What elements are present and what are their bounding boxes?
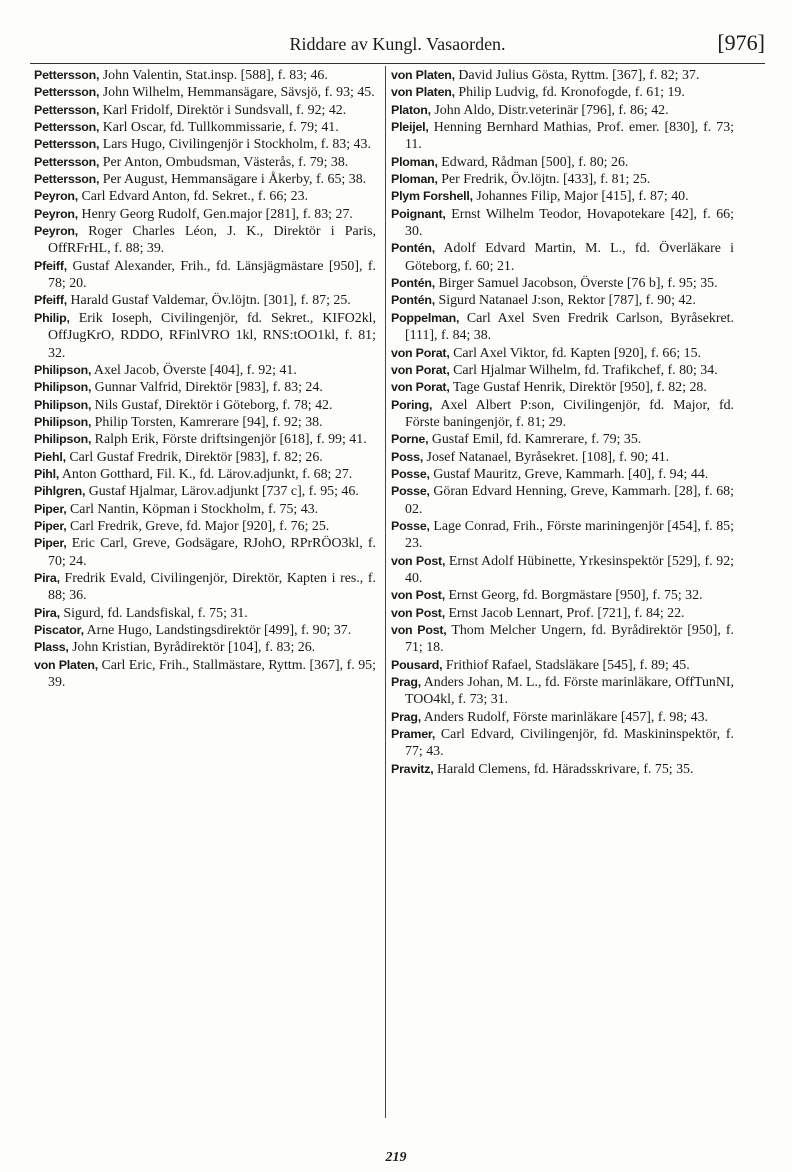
entry-surname: Pramer, xyxy=(391,727,436,742)
entry-surname: von Platen, xyxy=(34,657,98,672)
entry-surname: Prag, xyxy=(391,675,421,690)
list-item xyxy=(34,67,376,84)
list-item xyxy=(391,171,734,188)
entry-surname: Pfeiff, xyxy=(34,258,68,273)
page-title: Riddare av Kungl. Vasaorden. xyxy=(289,34,506,54)
entry-details: Ernst Adolf Hübinette, Yrkesinspektör [529], f. 92; 40. xyxy=(405,553,734,586)
entry-details: Ernst Jacob Lennart, Prof. [721], f. 84; 22. xyxy=(444,605,685,621)
entry-surname: Pettersson, xyxy=(34,68,100,82)
entry-surname: Peyron, xyxy=(34,224,79,239)
list-item xyxy=(391,102,734,119)
entry-details: Erik Ioseph, Civilingenjör, fd. Sekret., KIFO2kl, OffJugKrO, RDDO, RFinlVRO 1kl, RNS:tOO1kl, f. 81; 32. xyxy=(48,310,376,361)
list-item xyxy=(391,483,734,518)
entry-surname: Piper, xyxy=(34,518,67,533)
list-item xyxy=(34,639,376,656)
entry-surname: Pettersson, xyxy=(34,102,100,117)
entry-surname: von Porat, xyxy=(391,362,450,377)
list-item xyxy=(34,84,376,101)
entry-details: Carl Hjalmar Wilhelm, fd. Trafikchef, f. 80; 34. xyxy=(449,362,718,378)
entry-details: Gustaf Alexander, Frih., fd. Länsjägmästare [950], f. 78; 20. xyxy=(48,258,376,292)
list-item xyxy=(391,761,734,778)
list-item xyxy=(34,397,376,414)
entry-details: Carl Axel Sven Fredrik Carlson, Byråsekret. [111], f. 84; 38. xyxy=(405,310,734,344)
list-item xyxy=(34,449,376,466)
entry-surname: Posse, xyxy=(391,466,430,481)
entry-surname: von Porat, xyxy=(391,345,450,360)
entry-details: Per August, Hemmansägare i Åkerby, f. 65; 38. xyxy=(99,172,367,188)
entry-surname: Pira, xyxy=(34,570,60,585)
entry-surname: Piper, xyxy=(34,501,67,516)
entry-surname: Philipson, xyxy=(34,362,92,377)
entry-details: Henning Bernhard Mathias, Prof. emer. [830], f. 73; 11. xyxy=(405,120,734,153)
list-item xyxy=(34,501,376,518)
entry-surname: Pira, xyxy=(34,605,60,620)
entry-surname: von Post, xyxy=(391,588,445,603)
list-item xyxy=(391,674,734,709)
list-item xyxy=(34,223,376,258)
entry-details: John Valentin, Stat.insp. [588], f. 83; 46. xyxy=(99,68,328,83)
list-item xyxy=(391,206,734,241)
entry-surname: Piper, xyxy=(34,536,67,551)
entry-details: Fredrik Evald, Civilingenjör, Direktör, Kapten i res., f. 88; 36. xyxy=(48,570,376,604)
list-item xyxy=(34,154,376,171)
list-item xyxy=(391,466,734,483)
entry-details: Philip Ludvig, fd. Kronofogde, f. 61; 19. xyxy=(454,85,685,101)
list-item xyxy=(391,154,734,171)
list-item xyxy=(34,136,376,153)
list-item xyxy=(391,622,734,657)
entry-surname: Pettersson, xyxy=(34,85,100,100)
entry-details: Karl Oscar, fd. Tullkommissarie, f. 79; 41. xyxy=(99,120,339,136)
list-item xyxy=(391,362,734,379)
list-item xyxy=(391,431,734,448)
entry-details: John Aldo, Distr.veterinär [796], f. 86; 42. xyxy=(430,102,669,118)
entry-details: Gustaf Hjalmar, Lärov.adjunkt [737 c], f. 95; 46. xyxy=(85,484,359,500)
list-item xyxy=(391,345,734,362)
list-item xyxy=(391,397,734,432)
list-item xyxy=(391,67,734,84)
entry-surname: Poring, xyxy=(391,397,433,412)
entry-details: Göran Edvard Henning, Greve, Kammarh. [28], f. 68; 02. xyxy=(405,484,734,517)
list-item xyxy=(34,102,376,119)
entry-details: Lars Hugo, Civilingenjör i Stockholm, f. 83; 43. xyxy=(99,137,371,153)
entry-details: Gustaf Mauritz, Greve, Kammarh. [40], f. 94; 44. xyxy=(429,466,709,482)
entry-details: Carl Nantin, Köpman i Stockholm, f. 75; 43. xyxy=(66,501,319,517)
list-item xyxy=(34,206,376,223)
entry-surname: Plass, xyxy=(34,640,69,655)
entry-details: Carl Edvard Anton, fd. Sekret., f. 66; 23. xyxy=(78,189,308,205)
list-item xyxy=(34,535,376,570)
entry-surname: Poss, xyxy=(391,449,424,464)
entry-surname: Pettersson, xyxy=(34,154,100,169)
entry-details: Sigurd Natanael J:son, Rektor [787], f. 90; 42. xyxy=(435,293,696,309)
entry-details: Roger Charles Léon, J. K., Direktör i Paris, OffRFrHL, f. 88; 39. xyxy=(48,224,376,257)
right-column xyxy=(391,67,734,778)
entry-surname: Piehl, xyxy=(34,449,66,464)
list-item xyxy=(391,518,734,553)
entry-surname: von Post, xyxy=(391,623,447,637)
entry-details: Ernst Georg, fd. Borgmästare [950], f. 75; 32. xyxy=(444,588,703,604)
list-item xyxy=(391,553,734,588)
entry-details: Anton Gotthard, Fil. K., fd. Lärov.adjunkt, f. 68; 27. xyxy=(59,466,353,482)
entry-details: Arne Hugo, Landstingsdirektör [499], f. 90; 37. xyxy=(83,623,352,638)
entry-surname: Pihlgren, xyxy=(34,484,86,499)
entry-surname: von Platen, xyxy=(391,85,455,100)
entry-details: Axel Jacob, Överste [404], f. 92; 41. xyxy=(91,362,297,378)
list-item xyxy=(34,310,376,362)
entry-details: Anders Rudolf, Förste marinläkare [457], f. 98; 43. xyxy=(421,709,709,725)
entry-details: Ralph Erik, Förste driftsingenjör [618], f. 99; 41. xyxy=(91,432,367,448)
entry-details: Josef Natanael, Byråsekret. [108], f. 90; 41. xyxy=(423,449,670,465)
entry-surname: von Post, xyxy=(391,605,445,620)
list-item xyxy=(34,188,376,205)
entry-surname: Pravitz, xyxy=(391,761,434,776)
list-item xyxy=(391,587,734,604)
list-item xyxy=(34,171,376,188)
entry-surname: Plym Forshell, xyxy=(391,189,473,204)
entry-details: Birger Samuel Jacobson, Överste [76 b], f. 95; 35. xyxy=(435,276,718,292)
entry-details: Carl Axel Viktor, fd. Kapten [920], f. 66; 15. xyxy=(449,345,702,361)
entry-details: Carl Edvard, Civilingenjör, fd. Maskininspektör, f. 77; 43. xyxy=(405,727,734,760)
entry-details: Carl Fredrik, Greve, fd. Major [920], f. 76; 25. xyxy=(66,518,330,534)
entry-details: Thom Melcher Ungern, fd. Byrådirektör [950], f. 71; 18. xyxy=(405,623,734,656)
list-item xyxy=(391,449,734,466)
entry-surname: Ploman, xyxy=(391,154,438,169)
entry-surname: von Platen, xyxy=(391,68,455,82)
entry-details: Anders Johan, M. L., fd. Förste marinläkare, OffTunNI, TOO4kl, f. 73; 31. xyxy=(405,675,734,708)
entry-details: Carl Gustaf Fredrik, Direktör [983], f. 82; 26. xyxy=(65,449,323,465)
list-item xyxy=(34,362,376,379)
entry-details: John Kristian, Byrådirektör [104], f. 83; 26. xyxy=(68,640,316,656)
entry-surname: Peyron, xyxy=(34,189,79,204)
entry-details: Gunnar Valfrid, Direktör [983], f. 83; 24. xyxy=(91,380,323,396)
list-item xyxy=(34,292,376,309)
page-footer-number: 219 xyxy=(385,1150,407,1165)
entry-surname: von Post, xyxy=(391,553,446,568)
entry-surname: Posse, xyxy=(391,518,430,533)
entry-surname: Pontén, xyxy=(391,293,436,308)
list-item xyxy=(391,188,734,205)
entry-details: Eric Carl, Greve, Godsägare, RJohO, RPrRÖO3kl, f. 70; 24. xyxy=(48,536,376,569)
entry-surname: Philipson, xyxy=(34,414,92,429)
entry-details: Harald Gustaf Valdemar, Öv.löjtn. [301], f. 87; 25. xyxy=(67,293,351,309)
entry-surname: Philip, xyxy=(34,310,70,325)
entry-surname: Porne, xyxy=(391,432,429,447)
list-item xyxy=(391,240,734,275)
entry-details: Carl Eric, Frih., Stallmästare, Ryttm. [367], f. 95; 39. xyxy=(48,657,376,691)
entry-surname: Pfeiff, xyxy=(34,293,68,308)
entry-surname: Pleijel, xyxy=(391,120,429,135)
list-item xyxy=(34,518,376,535)
entry-surname: Pontén, xyxy=(391,276,436,291)
entry-details: Nils Gustaf, Direktör i Göteborg, f. 78; 42. xyxy=(91,397,333,413)
entry-details: Johannes Filip, Major [415], f. 87; 40. xyxy=(472,189,689,205)
entry-surname: Poppelman, xyxy=(391,310,460,325)
entry-surname: Pontén, xyxy=(391,241,436,256)
list-item xyxy=(34,414,376,431)
list-item xyxy=(34,431,376,448)
entry-details: Henry Georg Rudolf, Gen.major [281], f. 83; 27. xyxy=(78,206,353,222)
list-item xyxy=(391,709,734,726)
entry-surname: Peyron, xyxy=(34,206,79,221)
entry-surname: Philipson, xyxy=(34,397,92,412)
list-item xyxy=(34,605,376,622)
entry-details: Axel Albert P:son, Civilingenjör, fd. Major, fd. Förste baningenjör, f. 81; 29. xyxy=(405,397,734,430)
entry-surname: Pihl, xyxy=(34,466,60,481)
list-item xyxy=(391,275,734,292)
entry-surname: Ploman, xyxy=(391,172,438,187)
entry-details: Sigurd, fd. Landsfiskal, f. 75; 31. xyxy=(59,605,248,621)
list-item xyxy=(34,483,376,500)
entry-details: Frithiof Rafael, Stadsläkare [545], f. 89; 45. xyxy=(442,657,690,673)
entry-details: Harald Clemens, fd. Häradsskrivare, f. 75; 35. xyxy=(433,761,694,777)
bracket-page-number: [976] xyxy=(717,30,765,55)
list-item xyxy=(391,657,734,674)
entry-details: Karl Fridolf, Direktör i Sundsvall, f. 92; 42. xyxy=(99,102,347,118)
list-item xyxy=(391,310,734,345)
entry-surname: Philipson, xyxy=(34,380,92,395)
entry-surname: Posse, xyxy=(391,484,430,499)
entry-details: Per Anton, Ombudsman, Västerås, f. 79; 38. xyxy=(99,154,349,170)
list-item xyxy=(34,466,376,483)
entry-surname: Poignant, xyxy=(391,206,446,221)
entry-surname: Philipson, xyxy=(34,432,92,447)
list-item xyxy=(34,119,376,136)
entry-surname: Pettersson, xyxy=(34,137,100,152)
entry-details: Tage Gustaf Henrik, Direktör [950], f. 82; 28. xyxy=(449,380,707,396)
entry-details: David Julius Gösta, Ryttm. [367], f. 82; 37. xyxy=(454,68,700,83)
list-item xyxy=(34,258,376,293)
column-divider xyxy=(385,66,386,1118)
entry-surname: Platon, xyxy=(391,102,431,117)
entry-details: Philip Torsten, Kamrerare [94], f. 92; 38. xyxy=(91,414,323,430)
entry-details: John Wilhelm, Hemmansägare, Sävsjö, f. 93; 45. xyxy=(99,85,375,101)
entry-surname: Pousard, xyxy=(391,657,443,672)
entry-surname: Piscator, xyxy=(34,623,84,637)
entry-details: Per Fredrik, Öv.löjtn. [433], f. 81; 25. xyxy=(437,172,651,188)
list-item xyxy=(34,622,376,639)
left-column xyxy=(34,67,376,691)
entry-details: Adolf Edvard Martin, M. L., fd. Överläkare i Göteborg, f. 60; 21. xyxy=(405,241,734,274)
entry-details: Edward, Rådman [500], f. 80; 26. xyxy=(437,154,629,170)
entry-surname: Pettersson, xyxy=(34,120,100,135)
list-item xyxy=(391,379,734,396)
list-item xyxy=(34,379,376,396)
entry-surname: Pettersson, xyxy=(34,172,100,187)
entry-surname: von Porat, xyxy=(391,380,450,395)
entry-details: Lage Conrad, Frih., Förste mariningenjör [454], f. 85; 23. xyxy=(405,518,734,552)
page-header xyxy=(30,30,765,60)
header-rule xyxy=(30,63,765,64)
list-item xyxy=(391,605,734,622)
entry-details: Ernst Wilhelm Teodor, Hovapotekare [42], f. 66; 30. xyxy=(405,206,734,240)
entry-details: Gustaf Emil, fd. Kamrerare, f. 79; 35. xyxy=(428,432,642,448)
list-item xyxy=(391,84,734,101)
entry-surname: Prag, xyxy=(391,709,421,724)
list-item xyxy=(391,292,734,309)
list-item xyxy=(34,657,376,692)
list-item xyxy=(391,726,734,761)
list-item xyxy=(34,570,376,605)
list-item xyxy=(391,119,734,154)
